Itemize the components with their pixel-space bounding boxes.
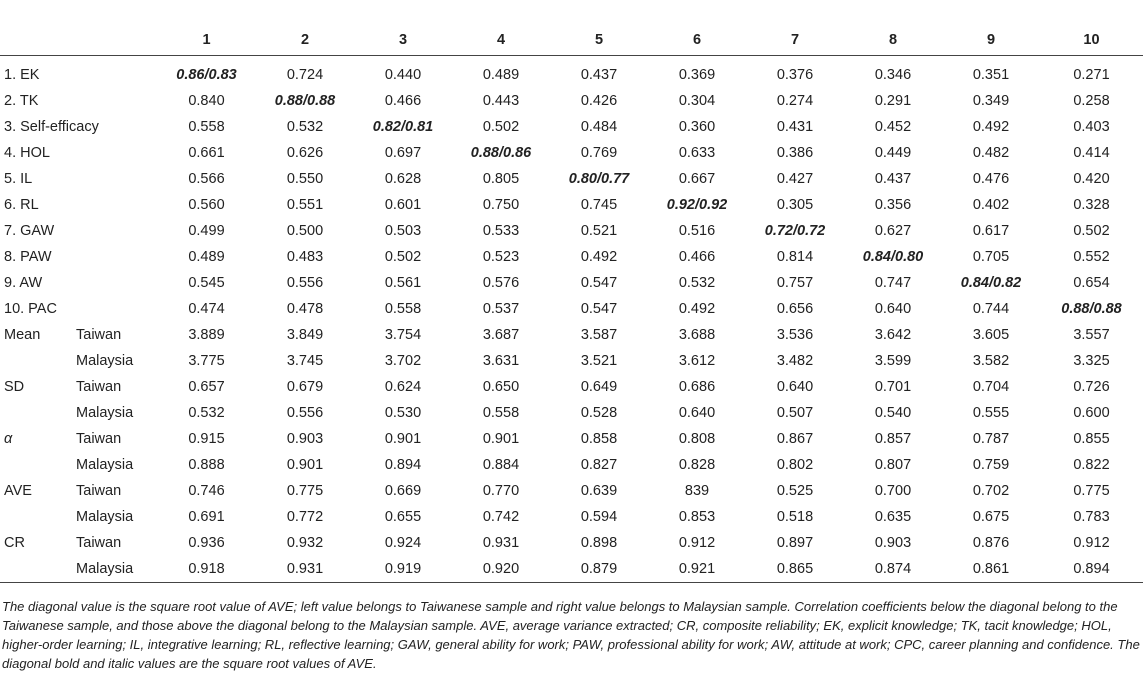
table-cell: 0.840: [188, 93, 225, 109]
table-cell: 0.346: [874, 67, 912, 83]
table-cell: 0.828: [678, 457, 716, 473]
table-cell: 0.920: [452, 556, 550, 583]
table-cell: 0.808: [678, 431, 716, 447]
table-cell: 0.521: [580, 223, 618, 239]
row-label: 7. GAW: [4, 223, 55, 239]
table-cell: 3.582: [972, 353, 1010, 369]
sample-label: Taiwan: [76, 483, 122, 499]
table-cell: 0.903: [874, 535, 912, 551]
table-cell: 0.787: [972, 431, 1010, 447]
table-cell: 3.587: [580, 327, 618, 343]
table-cell: 0.274: [776, 93, 814, 109]
table-cell: 0.547: [580, 301, 618, 317]
table-cell: 0.556: [286, 405, 324, 421]
stat-label: α: [4, 431, 13, 447]
table-cell: 0.551: [286, 197, 324, 213]
sample-label: Malaysia: [76, 405, 134, 421]
table-cell: 0.552: [1073, 249, 1110, 265]
table-cell: 3.688: [678, 327, 716, 343]
table-cell: 0.516: [678, 223, 716, 239]
diagonal-cell: 0.82/0.81: [372, 119, 434, 135]
table-cell: 3.605: [972, 327, 1010, 343]
stat-label: [0, 452, 72, 478]
table-cell: 0.747: [874, 275, 912, 291]
table-cell: 0.807: [874, 457, 912, 473]
correlation-table: [0, 25, 1143, 583]
table-cell: 0.624: [384, 379, 422, 395]
table-row: [0, 244, 1143, 270]
table-cell: 0.876: [972, 535, 1010, 551]
stat-label: Mean: [4, 327, 41, 343]
table-cell: 0.675: [972, 509, 1010, 525]
table-cell: 0.931: [482, 535, 520, 551]
column-header: 8: [844, 25, 942, 56]
row-label: 8. PAW: [4, 249, 52, 265]
table-cell: 0.414: [1073, 145, 1110, 161]
diagonal-cell: 0.88/0.88: [274, 93, 336, 109]
stats-row: [0, 530, 1143, 556]
table-cell: 0.532: [286, 119, 324, 135]
table-row: [0, 270, 1143, 296]
table-cell: 0.594: [580, 509, 618, 525]
table-cell: 3.612: [678, 353, 716, 369]
table-cell: 3.521: [580, 353, 618, 369]
column-header: 2: [256, 25, 354, 56]
diagonal-cell: 0.88/0.88: [1061, 301, 1122, 317]
table-cell: 0.654: [1073, 275, 1110, 291]
table-cell: 0.540: [874, 405, 912, 421]
table-cell: 0.655: [384, 509, 422, 525]
table-cell: 0.802: [776, 457, 814, 473]
table-cell: 0.474: [188, 301, 225, 317]
table-cell: 0.661: [188, 145, 225, 161]
table-cell: 839: [684, 483, 710, 499]
table-cell: 0.483: [286, 249, 324, 265]
table-cell: 0.857: [874, 431, 912, 447]
table-cell: 0.466: [384, 93, 422, 109]
table-cell: 0.679: [286, 379, 324, 395]
table-row: [0, 56, 1143, 89]
row-label: 9. AW: [4, 275, 43, 291]
stats-row: [0, 556, 1143, 583]
table-cell: 0.805: [482, 171, 520, 187]
table-cell: 0.858: [580, 431, 618, 447]
diagonal-cell: 0.72/0.72: [764, 223, 826, 239]
table-cell: 0.518: [776, 509, 814, 525]
table-cell: 0.745: [580, 197, 618, 213]
diagonal-cell: 0.92/0.92: [666, 197, 728, 213]
table-cell: 0.669: [384, 483, 422, 499]
table-cell: 3.599: [874, 353, 912, 369]
sample-label: Taiwan: [76, 535, 122, 551]
stat-label: [0, 400, 72, 426]
table-cell: 0.874: [844, 556, 942, 583]
table-cell: 0.291: [874, 93, 912, 109]
table-cell: 0.437: [874, 171, 912, 187]
table-row: [0, 88, 1143, 114]
table-cell: 0.558: [482, 405, 520, 421]
table-cell: 0.550: [286, 171, 324, 187]
table-footnote: The diagonal value is the square root value of AVE; left value belongs to Taiwanese sample and right value belongs to Malaysian sample. Correlation coefficients below the diagonal belong to the Taiwanese sample, and those above the diagonal belong to the Malaysian sample. AVE, average variance extracted; CR, composite reliability; EK, explicit knowledge; TK, tacit knowledge; HOL, higher-order learning; IL, integrative learning; RL, reflective learning; GAW, general ability for work; PAW, professional ability for work; AW, attitude at work; CPC, career planning and confidence. The diagonal bold and italic values are the square root values of AVE.: [2, 599, 1140, 671]
column-header: 5: [550, 25, 648, 56]
table-cell: 0.639: [580, 483, 618, 499]
table-cell: 0.667: [678, 171, 716, 187]
sample-label: Malaysia: [76, 509, 134, 525]
table-cell: 3.687: [482, 327, 520, 343]
table-cell: 3.642: [874, 327, 912, 343]
table-cell: 0.440: [384, 67, 422, 83]
table-row: [0, 140, 1143, 166]
stats-row: [0, 478, 1143, 504]
table-cell: 0.489: [482, 67, 520, 83]
table-cell: 0.897: [776, 535, 814, 551]
table-cell: 0.686: [678, 379, 716, 395]
table-cell: 0.478: [286, 301, 324, 317]
table-cell: 0.783: [1073, 509, 1110, 525]
table-row: [0, 192, 1143, 218]
table-cell: 0.894: [1040, 556, 1143, 583]
table-cell: 0.558: [384, 301, 422, 317]
table-cell: 0.724: [286, 67, 324, 83]
row-label: 10. PAC: [4, 301, 57, 317]
diagonal-cell: 0.80/0.77: [568, 171, 630, 187]
table-cell: 0.750: [482, 197, 520, 213]
row-label: 2. TK: [4, 93, 39, 109]
row-label: 6. RL: [4, 197, 39, 213]
diagonal-cell: 0.86/0.83: [176, 67, 237, 83]
table-cell: 0.865: [746, 556, 844, 583]
table-cell: 0.628: [384, 171, 422, 187]
table-cell: 0.650: [482, 379, 520, 395]
table-cell: 0.545: [188, 275, 225, 291]
table-cell: 0.555: [972, 405, 1010, 421]
table-cell: 0.657: [188, 379, 225, 395]
diagonal-cell: 0.88/0.86: [470, 145, 532, 161]
table-cell: 0.853: [678, 509, 716, 525]
table-cell: 0.476: [972, 171, 1010, 187]
column-header: 7: [746, 25, 844, 56]
table-cell: 0.507: [776, 405, 814, 421]
table-cell: 0.888: [188, 457, 225, 473]
table-cell: 0.500: [286, 223, 324, 239]
table-cell: 0.376: [776, 67, 814, 83]
table-cell: 0.884: [482, 457, 520, 473]
table-cell: 0.827: [580, 457, 618, 473]
sample-label: Malaysia: [76, 353, 134, 369]
table-cell: 0.640: [874, 301, 912, 317]
table-cell: 0.489: [188, 249, 225, 265]
stats-row: [0, 452, 1143, 478]
diagonal-cell: 0.84/0.80: [862, 249, 924, 265]
stat-label: [0, 504, 72, 530]
table-cell: 0.601: [384, 197, 422, 213]
table-cell: 0.431: [776, 119, 814, 135]
table-cell: 0.426: [580, 93, 618, 109]
table-cell: 0.449: [874, 145, 912, 161]
table-cell: 0.349: [972, 93, 1010, 109]
table-cell: 0.901: [286, 457, 324, 473]
stats-row: [0, 348, 1143, 374]
table-cell: 0.903: [286, 431, 324, 447]
table-cell: 3.702: [384, 353, 422, 369]
table-cell: 0.369: [678, 67, 716, 83]
table-cell: 0.566: [188, 171, 225, 187]
table-cell: 0.502: [482, 119, 520, 135]
sample-label: Malaysia: [72, 556, 157, 583]
table-cell: 0.635: [874, 509, 912, 525]
table-cell: 0.691: [188, 509, 225, 525]
table-cell: 0.769: [580, 145, 618, 161]
table-cell: 0.700: [874, 483, 912, 499]
table-cell: 0.452: [874, 119, 912, 135]
table-cell: 0.305: [776, 197, 814, 213]
row-label: 4. HOL: [4, 145, 50, 161]
table-cell: 0.443: [482, 93, 520, 109]
table-cell: 3.482: [776, 353, 814, 369]
stats-row: [0, 400, 1143, 426]
table-cell: 0.420: [1073, 171, 1110, 187]
table-cell: 3.536: [776, 327, 814, 343]
table-cell: 0.503: [384, 223, 422, 239]
table-cell: 0.757: [776, 275, 814, 291]
table-cell: 0.258: [1073, 93, 1110, 109]
table-cell: 0.499: [188, 223, 225, 239]
table-cell: 0.702: [972, 483, 1010, 499]
table-cell: 3.754: [384, 327, 422, 343]
table-cell: 0.861: [942, 556, 1040, 583]
table-cell: 3.745: [286, 353, 324, 369]
table-row: [0, 114, 1143, 140]
column-header: 4: [452, 25, 550, 56]
table-cell: 3.325: [1073, 353, 1110, 369]
table-cell: 0.627: [874, 223, 912, 239]
table-cell: 0.701: [874, 379, 912, 395]
table-row: [0, 296, 1143, 322]
table-cell: 0.775: [1073, 483, 1110, 499]
table-row: [0, 218, 1143, 244]
table-cell: 0.746: [188, 483, 225, 499]
table-cell: 0.759: [972, 457, 1010, 473]
table-cell: 0.360: [678, 119, 716, 135]
table-cell: 0.912: [1073, 535, 1110, 551]
table-cell: 0.770: [482, 483, 520, 499]
stats-row: [0, 504, 1143, 530]
column-header: 10: [1040, 25, 1143, 56]
diagonal-cell: 0.84/0.82: [960, 275, 1022, 291]
table-cell: 0.742: [482, 509, 520, 525]
table-cell: 0.437: [580, 67, 618, 83]
row-label: 3. Self-efficacy: [4, 119, 99, 135]
stats-row: [0, 426, 1143, 452]
table-cell: 3.775: [188, 353, 225, 369]
header-blank: [72, 25, 157, 56]
sample-label: Taiwan: [76, 379, 122, 395]
table-cell: 0.726: [1073, 379, 1110, 395]
table-cell: 0.532: [188, 405, 225, 421]
column-header: 1: [157, 25, 256, 56]
table-cell: 0.772: [286, 509, 324, 525]
table-cell: 0.558: [188, 119, 225, 135]
table-cell: 0.560: [188, 197, 225, 213]
table-cell: 0.705: [972, 249, 1010, 265]
column-header: 3: [354, 25, 452, 56]
sample-label: Taiwan: [76, 327, 122, 343]
column-header: 9: [942, 25, 1040, 56]
table-cell: 0.879: [550, 556, 648, 583]
table-cell: 0.304: [678, 93, 716, 109]
table-cell: 0.547: [580, 275, 618, 291]
table-cell: 0.523: [482, 249, 520, 265]
stat-label: SD: [4, 379, 25, 395]
table-cell: 0.556: [286, 275, 324, 291]
table-cell: 0.932: [286, 535, 324, 551]
table-cell: 3.849: [286, 327, 324, 343]
table-cell: 0.915: [188, 431, 225, 447]
table-cell: 3.557: [1073, 327, 1110, 343]
table-cell: 0.492: [972, 119, 1010, 135]
sample-label: Taiwan: [76, 431, 122, 447]
row-label: 5. IL: [4, 171, 33, 187]
table-cell: 0.931: [256, 556, 354, 583]
table-cell: 0.576: [482, 275, 520, 291]
stat-label: [0, 348, 72, 374]
table-cell: 0.924: [384, 535, 422, 551]
table-cell: 0.898: [580, 535, 618, 551]
table-cell: 0.867: [776, 431, 814, 447]
table-cell: 0.600: [1073, 405, 1110, 421]
table-cell: 3.631: [482, 353, 520, 369]
stats-row: [0, 322, 1143, 348]
table-cell: 0.901: [384, 431, 422, 447]
table-cell: 0.482: [972, 145, 1010, 161]
table-cell: 0.403: [1073, 119, 1110, 135]
stat-label: AVE: [4, 483, 32, 499]
table-cell: 0.492: [678, 301, 716, 317]
table-cell: 0.704: [972, 379, 1010, 395]
table-cell: 0.775: [286, 483, 324, 499]
table-cell: 0.427: [776, 171, 814, 187]
table-cell: 0.271: [1073, 67, 1110, 83]
table-cell: 0.640: [678, 405, 716, 421]
table-cell: 0.918: [157, 556, 256, 583]
stat-label: [0, 556, 72, 583]
table-cell: 0.640: [776, 379, 814, 395]
table-cell: 0.484: [580, 119, 618, 135]
table-cell: 0.656: [776, 301, 814, 317]
table-cell: 0.936: [188, 535, 225, 551]
table-row: [0, 166, 1143, 192]
table-cell: 0.919: [354, 556, 452, 583]
table-cell: 0.744: [972, 301, 1010, 317]
table-cell: 0.814: [776, 249, 814, 265]
table-cell: 0.561: [384, 275, 422, 291]
table-cell: 0.617: [972, 223, 1010, 239]
table-cell: 0.855: [1073, 431, 1110, 447]
table-cell: 0.502: [1073, 223, 1110, 239]
table-cell: 0.894: [384, 457, 422, 473]
table-cell: 0.492: [580, 249, 618, 265]
table-body: [0, 56, 1143, 583]
table-cell: 0.356: [874, 197, 912, 213]
table-cell: 0.533: [482, 223, 520, 239]
stats-row: [0, 374, 1143, 400]
table-cell: 0.649: [580, 379, 618, 395]
table-cell: 0.502: [384, 249, 422, 265]
table-cell: 0.525: [776, 483, 814, 499]
table-cell: 0.402: [972, 197, 1010, 213]
table-cell: 0.528: [580, 405, 618, 421]
table-cell: 0.532: [678, 275, 716, 291]
column-header: 6: [648, 25, 746, 56]
header-row: [0, 25, 1143, 56]
table-cell: 0.822: [1073, 457, 1110, 473]
table-cell: 3.889: [188, 327, 225, 343]
table-cell: 0.328: [1073, 197, 1110, 213]
table-cell: 0.351: [972, 67, 1010, 83]
stat-label: CR: [4, 535, 25, 551]
table-cell: 0.697: [384, 145, 422, 161]
table-cell: 0.901: [482, 431, 520, 447]
sample-label: Malaysia: [76, 457, 134, 473]
table-cell: 0.921: [648, 556, 746, 583]
table-cell: 0.633: [678, 145, 716, 161]
row-label: 1. EK: [4, 67, 40, 83]
header-blank: [0, 25, 72, 56]
table-cell: 0.626: [286, 145, 324, 161]
table-cell: 0.386: [776, 145, 814, 161]
table-cell: 0.537: [482, 301, 520, 317]
table-cell: 0.912: [678, 535, 716, 551]
table-cell: 0.530: [384, 405, 422, 421]
table-cell: 0.466: [678, 249, 716, 265]
